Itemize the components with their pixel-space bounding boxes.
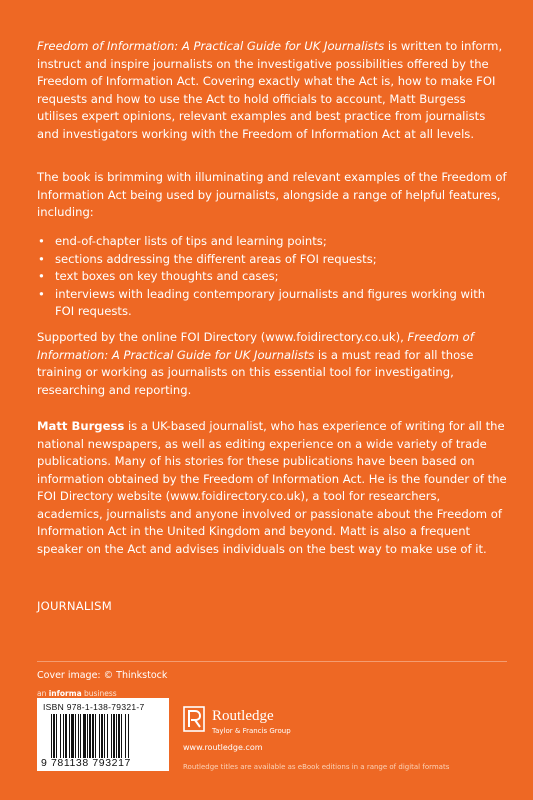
book-title-italic: Freedom of Information: A Practical Guide for UK Journalists (37, 330, 474, 362)
cover-credit: Cover image: © Thinkstock (37, 670, 168, 681)
features-list (37, 233, 507, 321)
barcode-digits: 9 781138 793217 (41, 757, 131, 769)
ebook-note: Routledge titles are available as eBook editions in a range of digital formats (183, 763, 450, 771)
routledge-r-icon (183, 706, 205, 732)
genre-label: JOURNALISM (37, 599, 112, 613)
author-bio (37, 418, 507, 558)
blurb-paragraph-1 (37, 38, 507, 143)
blurb-paragraph-3 (37, 329, 507, 399)
informa-brand: informa (48, 689, 82, 698)
book-title-italic: Freedom of Information: A Practical Guide for UK Journalists (37, 39, 385, 53)
blurb-text: is a must read for all those training or working as journalists on this essential tool for investigating, researching and reporting. (37, 347, 474, 397)
barcode-icon (51, 714, 165, 758)
publisher-url: www.routledge.com (183, 743, 263, 752)
blurb-paragraph-2: The book is brimming with illuminating and relevant examples of the Freedom of Information Act being used by journalists, alongside a range of helpful features, including: (37, 170, 507, 219)
isbn-text: ISBN 978-1-138-79321-7 (43, 702, 145, 712)
blurb-text: Supported by the online FOI Directory (www.foidirectory.co.uk), (37, 330, 408, 344)
footer-divider (37, 661, 507, 662)
blurb-text: is written to inform, instruct and inspire journalists on the investigative possibilities offered by the Freedom of Information Act. Covering exactly what the Act is, how to make FOI requests and how to use the Act to hold officials to account, Matt Burgess utilises expert opinions, relevant examples and best practice from journalists and investigators working with the Freedom of Information Act at all levels. (37, 39, 503, 141)
author-name: Matt Burgess (37, 419, 125, 433)
list-item: • interviews with leading contemporary journalists and figures working with FOI requests. (37, 286, 507, 321)
informa-pre: an (37, 689, 49, 698)
list-item: • text boxes on key thoughts and cases; (37, 268, 507, 286)
informa-label (37, 689, 117, 698)
list-item: • sections addressing the different areas of FOI requests; (37, 251, 507, 269)
publisher-group: Taylor & Francis Group (212, 727, 291, 735)
publisher-name: Routledge (212, 708, 274, 724)
informa-post: business (81, 689, 117, 698)
barcode-box (37, 698, 169, 771)
list-item: • end-of-chapter lists of tips and learning points; (37, 233, 507, 251)
author-bio-text: is a UK-based journalist, who has experience of writing for all the national newspapers, as well as editing experience on a wide variety of trade publications. Many of his stories for these publications have been based on information obtained by the Freedom of Information Act. He is the founder of the FOI Directory website (www.foidirectory.co.uk), a tool for researchers, academics, journalists and anyone involved or passionate about the Freedom of Information Act in the United Kingdom and beyond. Matt is also a frequent speaker on the Act and advises individuals on the best way to make use of it. (37, 419, 507, 556)
